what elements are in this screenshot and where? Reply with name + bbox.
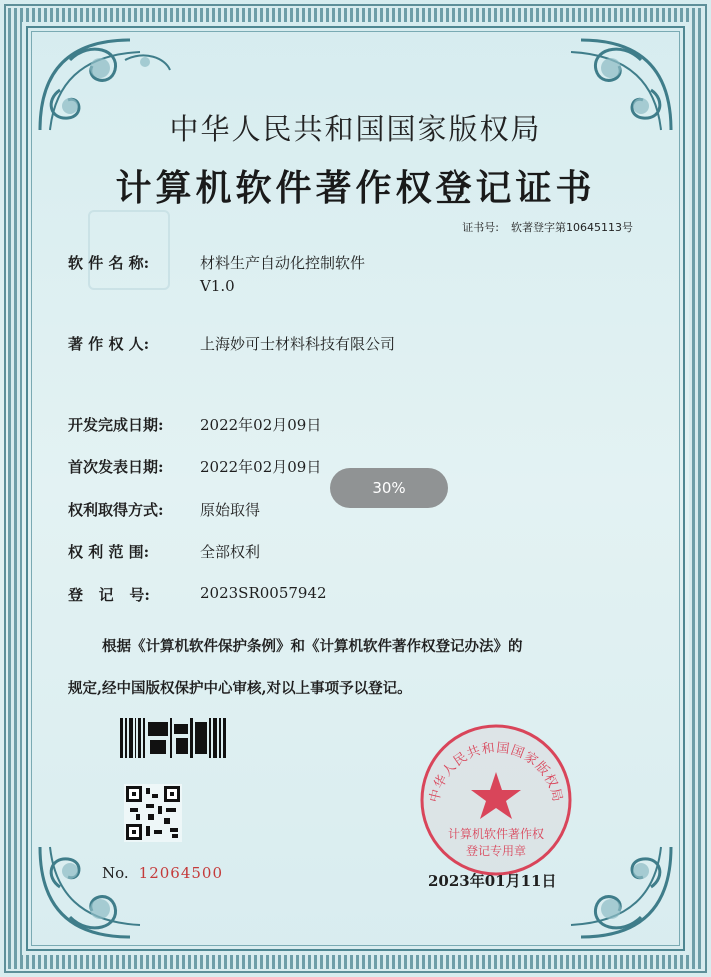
field-value-version: V1.0 [200, 277, 235, 295]
field-label: 首次发表日期: [68, 458, 164, 476]
zoom-progress-badge: 30% [330, 468, 448, 508]
field-value: 2023SR0057942 [200, 584, 327, 602]
field-label: 著 作 权 人: [68, 335, 150, 353]
certificate-number-label: 证书号: [462, 221, 499, 234]
certificate-number [462, 219, 633, 235]
certificate-title: 计算机软件著作权登记证书 [115, 167, 596, 209]
field-label: 软 件 名 称: [68, 254, 150, 272]
field-label: 开发完成日期: [68, 416, 164, 434]
field-copyright-owner [68, 333, 395, 354]
seal-text-line2: 登记专用章 [465, 844, 527, 858]
field-label: 权 利 范 围: [68, 543, 150, 561]
barcode-icon [120, 718, 228, 758]
field-value: 2022年02月09日 [200, 458, 322, 476]
official-seal-icon [416, 720, 576, 880]
serial-value: 12064500 [138, 864, 224, 882]
legal-statement-line1: 根据《计算机软件保护条例》和《计算机软件著作权登记办法》的 [102, 638, 523, 655]
issuer-heading: 中华人民共和国国家版权局 [169, 112, 542, 146]
field-label: 登 记 号: [68, 586, 150, 604]
qr-code-icon [124, 784, 182, 842]
serial-number [102, 864, 223, 882]
seal-arc-textpath: 中华人民共和国国家版权局 [427, 740, 565, 805]
field-registration-number [68, 584, 327, 605]
legal-statement-line2: 规定,经中国版权保护中心审核,对以上事项予以登记。 [68, 680, 412, 697]
certificate-number-value: 软著登字第10645113号 [511, 221, 633, 234]
field-value: 上海妙可士材料科技有限公司 [200, 335, 396, 353]
field-value: 2022年02月09日 [200, 416, 322, 434]
field-rights-scope [68, 541, 260, 562]
seal-text-line1: 计算机软件著作权 [447, 827, 545, 841]
field-development-date [68, 414, 321, 435]
corner-ornament-icon [30, 837, 180, 947]
field-label: 权利取得方式: [68, 501, 164, 519]
issue-date: 2023年01月11日 [428, 872, 557, 890]
field-publication-date [68, 456, 321, 477]
field-value: 材料生产自动化控制软件 [200, 254, 366, 272]
serial-label: No. [102, 864, 129, 882]
field-value: 全部权利 [200, 543, 261, 561]
field-value: 原始取得 [200, 501, 261, 519]
field-software-name [68, 252, 365, 295]
field-acquisition-method [68, 499, 260, 520]
